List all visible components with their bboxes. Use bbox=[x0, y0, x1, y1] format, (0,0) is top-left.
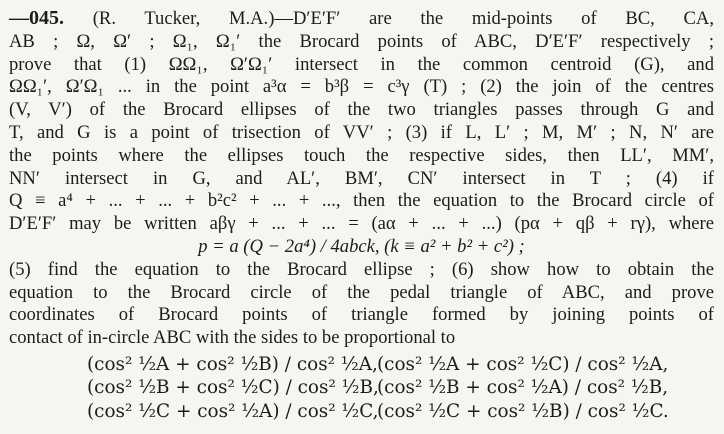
expression-row-1 bbox=[9, 353, 714, 377]
text-line-12: equation to the Brocard circle of the pedal triangle of ABC, and prove bbox=[9, 281, 714, 303]
text-line-10: D′E′F′ may be written aβγ + ... + ... = (aα + ... + ...) (pα + qβ + rγ), where bbox=[9, 213, 714, 235]
text-line-4: ΩΩ₁′, Ω′Ω₁ ... in the point a³α = b³β = c³γ (T) ; (2) the join of the centres bbox=[9, 76, 714, 98]
problem-text bbox=[9, 7, 714, 350]
text-line-7: the points where the ellipses touch the respective sides, then LL′, MM′, bbox=[9, 144, 714, 166]
text-line-3: prove that (1) ΩΩ₁, Ω′Ω₁′ intersect in the common centroid (G), and bbox=[9, 53, 714, 75]
expression-1a: (cos² ½A + cos² ½B) / cos² ½A, bbox=[87, 353, 378, 375]
problem-number: —045. bbox=[9, 7, 64, 29]
text-line-5: (V, V′) of the Brocard ellipses of the two triangles passes through G and bbox=[9, 99, 714, 121]
expression-2a: (cos² ½B + cos² ½C) / cos² ½B, bbox=[87, 377, 379, 399]
expression-row-2 bbox=[9, 376, 714, 400]
expression-row-3 bbox=[9, 400, 714, 424]
text-line-11: (5) find the equation to the Brocard ellipse ; (6) show how to obtain the bbox=[9, 258, 714, 280]
text-line-9: Q ≡ a⁴ + ... + ... + b²c² + ... + ..., then the equation to the Brocard circle of bbox=[9, 190, 714, 212]
formula-line: p = a (Q − 2a⁴) / 4abck, (k ≡ a² + b² + c²) ; bbox=[198, 235, 525, 257]
expression-1b: (cos² ½A + cos² ½C) / cos² ½A, bbox=[377, 353, 669, 375]
text-line-1 bbox=[9, 7, 714, 31]
text-line-2: AB ; Ω, Ω′ ; Ω₁, Ω₁′ the Brocard points of ABC, D′E′F′ respectively ; bbox=[9, 30, 714, 52]
expression-2b: (cos² ½B + cos² ½A) / cos² ½B, bbox=[377, 377, 669, 399]
expression-3a: (cos² ½C + cos² ½A) / cos² ½C, bbox=[87, 400, 379, 422]
expression-block bbox=[9, 353, 714, 424]
text-line-14: contact of in-circle ABC with the sides to be proportional to bbox=[9, 327, 456, 349]
expression-3b: (cos² ½C + cos² ½B) / cos² ½C. bbox=[377, 400, 669, 422]
text-line-6: T, and G is a point of trisection of VV′ ; (3) if L, L′ ; M, M′ ; N, N′ are bbox=[9, 121, 714, 143]
text-line-13: coordinates of Brocard points of triangle formed by joining points of bbox=[9, 304, 714, 326]
text-line-1-body: (R. Tucker, M.A.)—D′E′F′ are the mid-points of BC, CA, bbox=[92, 8, 714, 29]
text-line-8: NN′ intersect in G, and AL′, BM′, CN′ intersect in T ; (4) if bbox=[9, 167, 714, 189]
